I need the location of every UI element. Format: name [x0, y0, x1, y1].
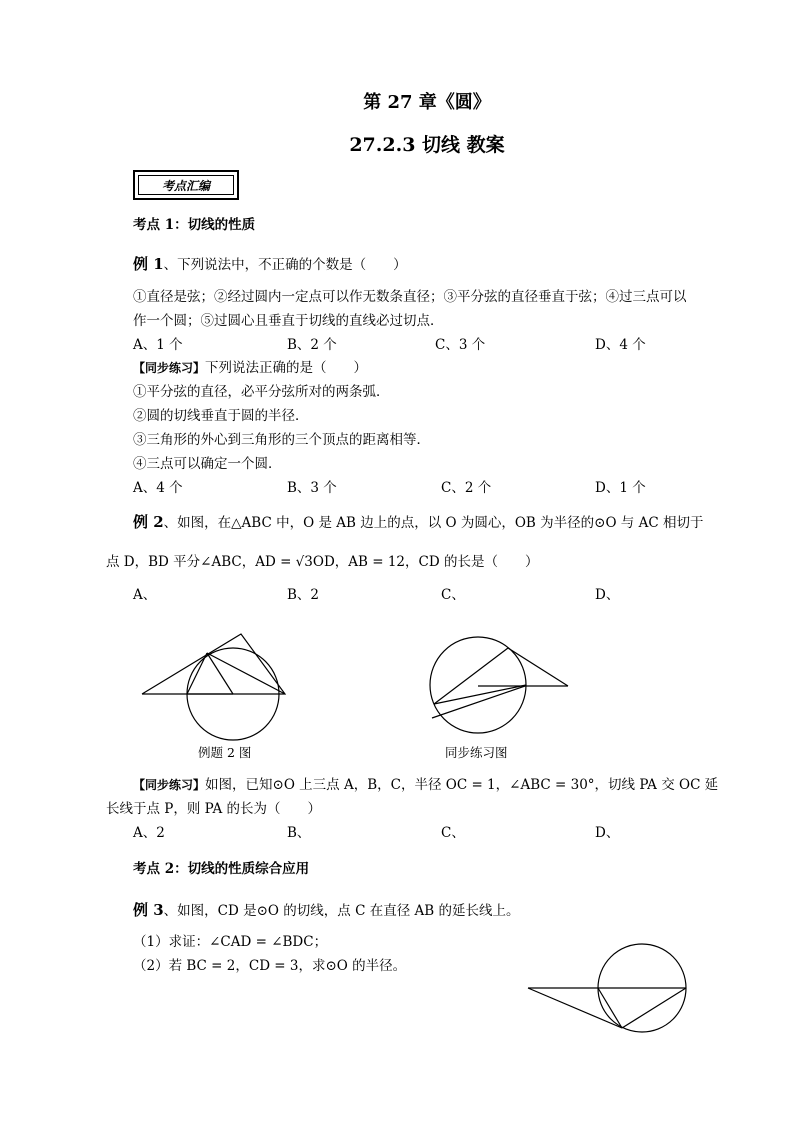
practice-1-item-3: ③三角形的外心到三角形的三个顶点的距离相等． [133, 432, 430, 448]
practice-figure [430, 637, 568, 733]
chapter-title: 第 27 章《圆》 [363, 92, 491, 113]
option-c: C、2 个 [441, 480, 492, 496]
practice-1-item-4: ④三点可以确定一个圆． [133, 456, 282, 472]
practice-2-line-1 [133, 776, 718, 794]
option-a: A、4 个 [133, 480, 183, 496]
practice-1-question: 下列说法正确的是（ ） [205, 360, 368, 376]
option-b: B、 [287, 825, 311, 841]
example-1-line-1: ①直径是弦；②经过圆内一定点可以作无数条直径；③平分弦的直径垂直于弦；④过三点可以 [133, 289, 687, 305]
example-3-figure [520, 940, 700, 1040]
option-a: A、2 [133, 825, 165, 841]
section-box [133, 170, 239, 200]
lesson-title: 27.2.3 切线 教案 [349, 134, 505, 156]
option-c: C、3 个 [435, 337, 486, 353]
option-b: B、2 [287, 587, 320, 603]
example-3-part-1: （1）求证：∠CAD = ∠BDC； [133, 934, 328, 950]
option-a: A、 [133, 587, 157, 603]
example-2-question: 、如图，在△ABC 中，O 是 AB 边上的点，以 O 为圆心，OB 为半径的⊙O 与 AC 相切于 [163, 515, 704, 531]
option-b: B、2 个 [287, 337, 337, 353]
example-1-label: 例 1 [133, 255, 164, 273]
practice-2-question: 如图，已知⊙O 上三点 A，B，C，半径 OC = 1，∠ABC = 30°，切线 PA 交 OC 延 [205, 777, 719, 793]
example-3-stem [133, 901, 519, 920]
geometry-figures [0, 620, 794, 750]
practice-2-line-2: 长线于点 P，则 PA 的长为（ ） [106, 801, 322, 817]
practice-1-stem [133, 359, 367, 377]
option-c: C、 [441, 587, 465, 603]
example-2-label: 例 2 [133, 513, 164, 531]
example-3-question: 、如图，CD 是⊙O 的切线，点 C 在直径 AB 的延长线上。 [163, 903, 520, 919]
example-1-stem [133, 255, 407, 274]
option-a: A、1 个 [133, 337, 183, 353]
option-d: D、1 个 [595, 480, 646, 496]
kaodian-1-heading: 考点 1：切线的性质 [133, 217, 256, 233]
practice-1-item-2: ②圆的切线垂直于圆的半径． [133, 408, 309, 424]
example-2-line-1 [133, 513, 703, 532]
section-box-label: 考点汇编 [138, 175, 234, 195]
option-d: D、 [595, 825, 620, 841]
option-c: C、 [441, 825, 465, 841]
example-1-question: 、下列说法中，不正确的个数是（ ） [163, 257, 407, 273]
kaodian-2-heading: 考点 2：切线的性质综合应用 [133, 861, 310, 877]
example-2-line-2: 点 D，BD 平分∠ABC，AD = √3OD，AB = 12，CD 的长是（ ） [106, 554, 539, 570]
practice-1-item-1: ①平分弦的直径，必平分弦所对的两条弧． [133, 384, 390, 400]
example-1-line-2: 作一个圆；⑤过圆心且垂直于切线的直线必过切点． [133, 313, 444, 329]
option-d: D、 [595, 587, 620, 603]
example-3-label: 例 3 [133, 901, 164, 919]
example-3-part-2: （2）若 BC = 2，CD = 3，求⊙O 的半径。 [133, 958, 407, 974]
practice-2-tag: 【同步练习】 [133, 778, 206, 792]
example-2-figure [142, 634, 285, 740]
option-b: B、3 个 [287, 480, 337, 496]
figure-caption-left: 例题 2 图 [198, 745, 252, 760]
practice-1-tag: 【同步练习】 [133, 361, 206, 375]
option-d: D、4 个 [595, 337, 646, 353]
figure-caption-right: 同步练习图 [445, 745, 508, 760]
